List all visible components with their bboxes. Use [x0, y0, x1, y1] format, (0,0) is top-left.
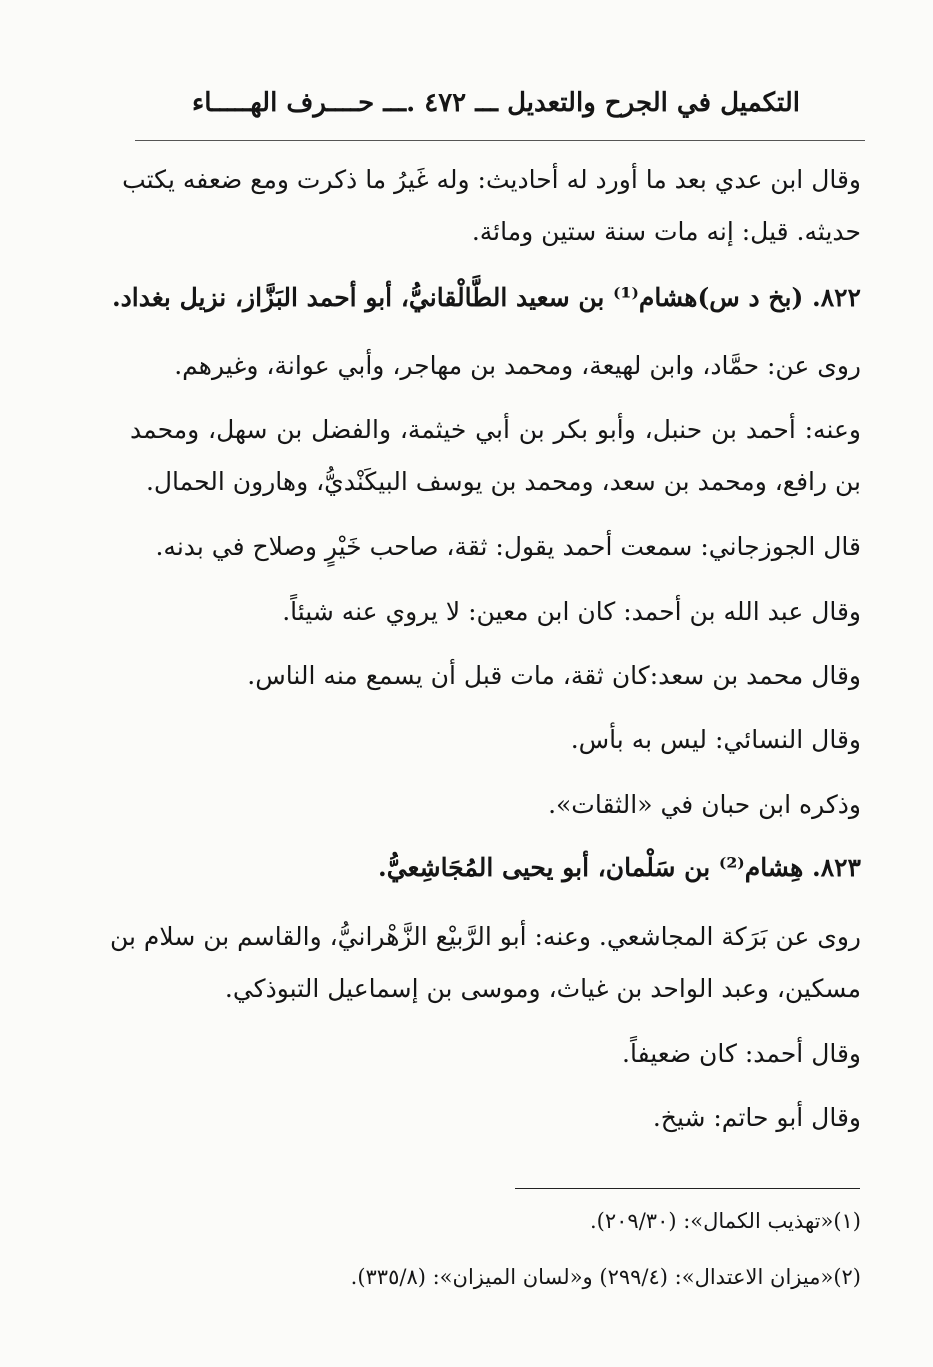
text-line: وقال أحمد: كان ضعيفاً. [622, 1039, 861, 1068]
header-rule [135, 140, 865, 141]
footnote-1: (١)«تهذيب الكمال»: (٢٠٩/٣٠). [590, 1209, 861, 1233]
entry-heading-823: ٨٢٣. هِشام⁽²⁾ بن سَلْمان، أبو يحيى المُجَاشِعيُّ. [378, 853, 861, 882]
running-head: التكميل في الجرح والتعديل ـــ ٤٧٢ .ـــ حــــرف الهـــــاء [191, 88, 800, 118]
text-line: وقال عبد الله بن أحمد: كان ابن معين: لا يروي عنه شيئاً. [282, 597, 861, 626]
text-line: وقال أبو حاتم: شيخ. [652, 1103, 861, 1132]
text-line: وقال محمد بن سعد:كان ثقة، مات قبل أن يسمع منه الناس. [247, 661, 861, 690]
entry-heading-822: ٨٢٢. (بخ د س)هشام⁽¹⁾ بن سعيد الطَّالْقانيُّ، أبو أحمد البَزَّاز، نزيل بغداد. [111, 283, 861, 312]
text-line: مسكين، وعبد الواحد بن غياث، وموسى بن إسماعيل التبوذكي. [224, 974, 861, 1003]
text-line: وقال النسائي: ليس به بأس. [570, 725, 861, 754]
text-line: روى عن: حمَّاد، وابن لهيعة، ومحمد بن مهاجر، وأبي عوانة، وغيرهم. [174, 351, 861, 380]
footnote-2: (٢)«ميزان الاعتدال»: (٢٩٩/٤) و«لسان الميزان»: (٣٣٥/٨). [350, 1265, 861, 1289]
text-line: قال الجوزجاني: سمعت أحمد يقول: ثقة، صاحب خَيْرٍ وصلاح في بدنه. [155, 532, 861, 561]
footnote-rule [515, 1188, 860, 1189]
text-line: روى عن بَرَكة المجاشعي. وعنه: أبو الرَّبيْع الزَّهْرانيُّ، والقاسم بن سلام بن [110, 922, 861, 951]
text-line: حديثه. قيل: إنه مات سنة ستين ومائة. [471, 217, 861, 246]
text-line: بن رافع، ومحمد بن سعد، ومحمد بن يوسف البيكَنْديُّ، وهارون الحمال. [145, 467, 861, 496]
text-line: وقال ابن عدي بعد ما أورد له أحاديث: وله غَيرُ ما ذكرت ومع ضعفه يكتب [122, 165, 861, 194]
text-line: وعنه: أحمد بن حنبل، وأبو بكر بن أبي خيثمة، والفضل بن سهل، ومحمد [130, 415, 861, 444]
text-line: وذكره ابن حبان في «الثقات». [548, 790, 861, 819]
